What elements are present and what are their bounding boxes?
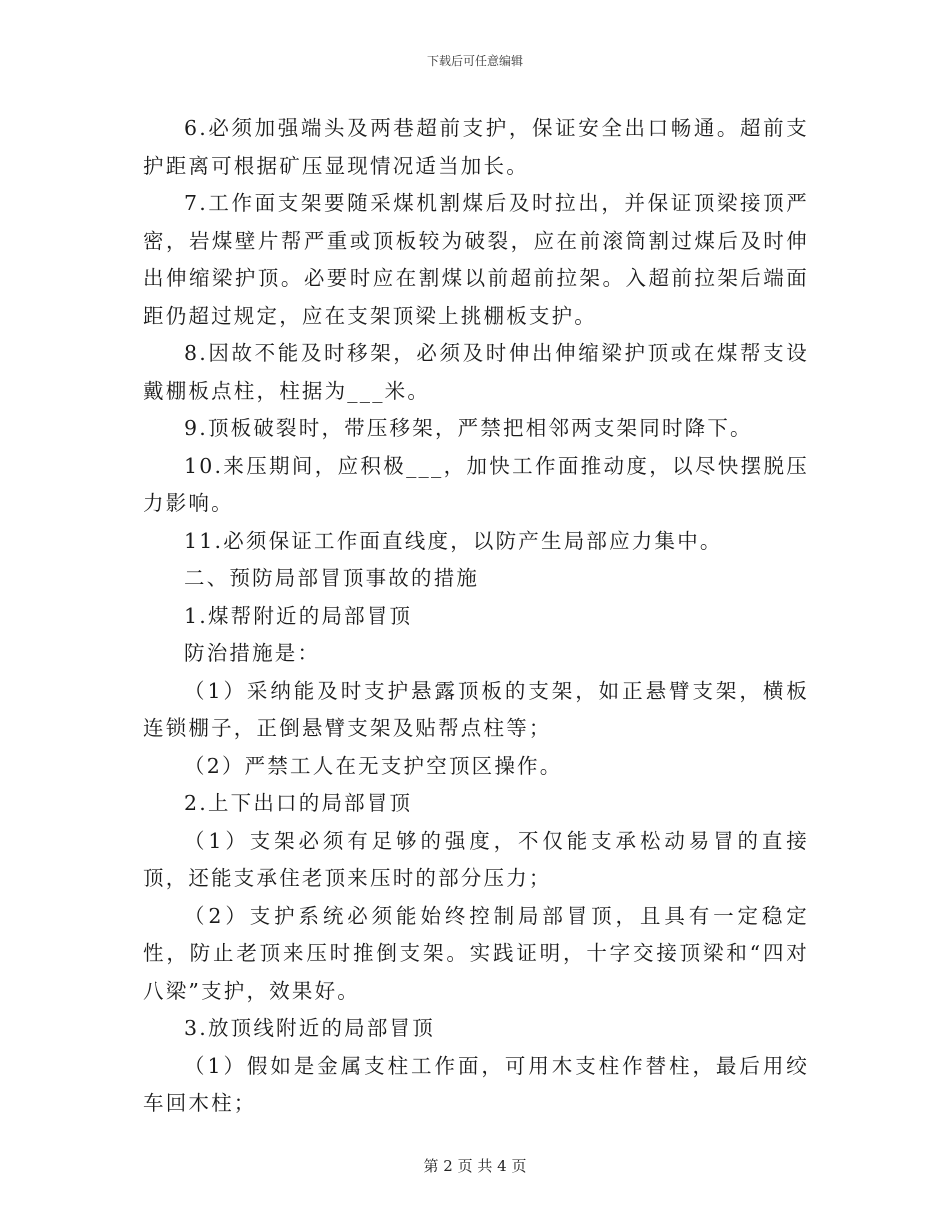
paragraph-7: 7.工作面支架要随采煤机割煤后及时拉出，并保证顶梁接顶严密，岩煤壁片帮严重或顶板较为破裂，应在前滚筒割过煤后及时伸出伸缩梁护顶。必要时应在割煤以前超前拉架。入超前拉架后端面距仍超过规定，应在支架顶梁上挑棚板支护。 [143, 191, 809, 328]
paragraph-11: 11.必须保证工作面直线度，以防产生局部应力集中。 [184, 528, 723, 553]
page-number: 第 2 页 共 4 页 [423, 1157, 527, 1175]
section-heading-2: 二、预防局部冒顶事故的措施 [184, 566, 480, 590]
subsection-heading-1: 1.煤帮附近的局部冒顶 [184, 603, 413, 628]
measure-1-2: （2）严禁工人在无支护空顶区操作。 [184, 753, 563, 778]
subsection-heading-2: 2.上下出口的局部冒顶 [184, 791, 413, 815]
measure-2-2: （2）支护系统必须能始终控制局部冒顶，且具有一定稳定性，防止老顶来压时推倒支架。实践证明，十字交接顶梁和“四对八梁”支护，效果好。 [143, 903, 809, 1003]
measures-intro: 防治措施是： [184, 641, 321, 665]
measure-2-1: （1）支架必须有足够的强度，不仅能支承松动易冒的直接顶，还能支承住老顶来压时的部分压力； [143, 828, 809, 890]
paragraph-10: 10.来压期间，应积极___，加快工作面推动度，以尽快摆脱压力影响。 [143, 453, 809, 515]
paragraph-8: 8.因故不能及时移架，必须及时伸出伸缩梁护顶或在煤帮支设戴棚板点柱，柱据为___米。 [143, 341, 809, 403]
paragraph-6: 6.必须加强端头及两巷超前支护，保证安全出口畅通。超前支护距离可根据矿压显现情况适当加长。 [143, 116, 809, 178]
measure-3-1: （1）假如是金属支柱工作面，可用木支柱作替柱，最后用绞车回木柱； [143, 1053, 809, 1115]
measure-1-1: （1）采纳能及时支护悬露顶板的支架，如正悬臂支架，横板连锁棚子，正倒悬臂支架及贴帮点柱等； [143, 678, 809, 740]
subsection-heading-3: 3.放顶线附近的局部冒顶 [184, 1016, 435, 1040]
page-header: 下载后可任意编辑 [426, 54, 523, 68]
document-body [143, 110, 809, 1123]
paragraph-9: 9.顶板破裂时，带压移架，严禁把相邻两支架同时降下。 [184, 416, 753, 440]
